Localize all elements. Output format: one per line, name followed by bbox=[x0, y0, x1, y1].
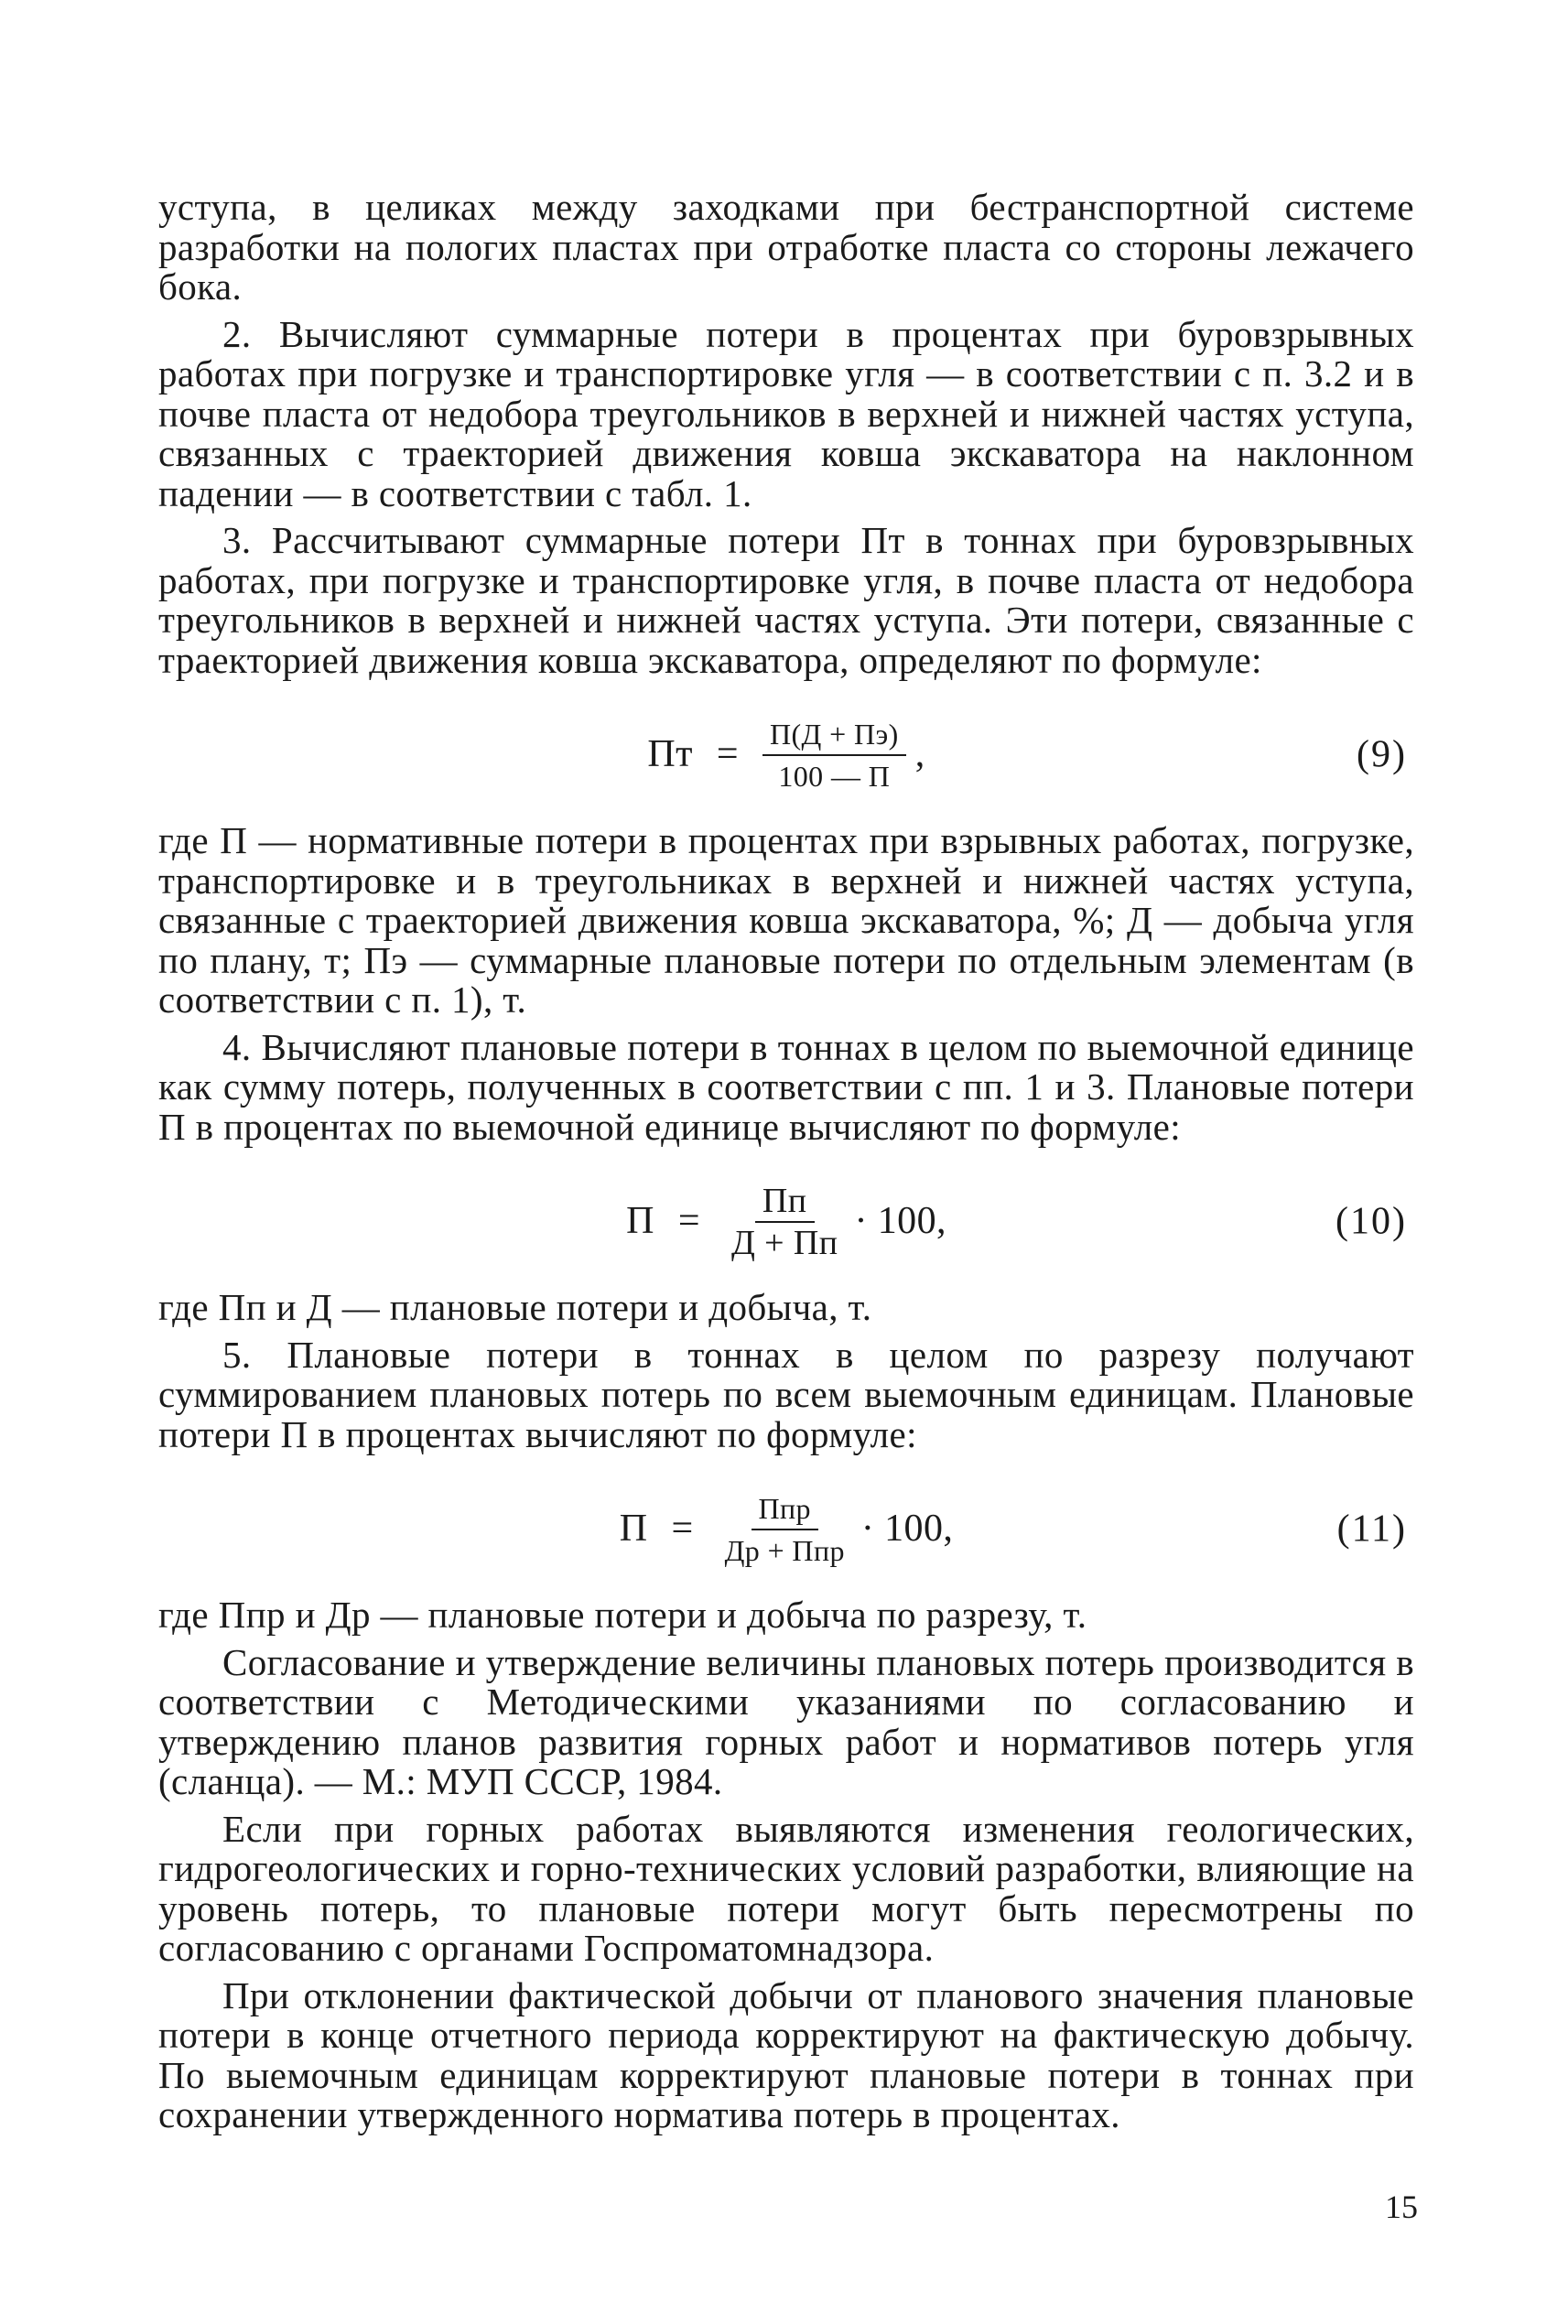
formula-9-equals: = bbox=[716, 733, 739, 776]
formula-11 bbox=[158, 1480, 1414, 1579]
formula-9-body bbox=[158, 706, 1414, 805]
formula-9-denominator: 100 — П bbox=[778, 760, 891, 793]
formula-9-number: (9) bbox=[1357, 733, 1407, 776]
formula-10-numerator: Пп bbox=[755, 1184, 815, 1223]
formula-10-fraction bbox=[724, 1184, 846, 1260]
paragraph-changes: Если при горных работах выявляются изменения геологических, гидрогеологических и горно-технических условий разработки, влияющие на уровень потерь, то плановые потери могут быть пересмотрены по согласованию с органами Госпроматомнадзора. bbox=[158, 1807, 1414, 1969]
formula-11-denominator: Др + Ппр bbox=[724, 1534, 845, 1567]
paragraph-where-11: где Ппр и Др — плановые потери и добыча по разрезу, т. bbox=[158, 1594, 1087, 1636]
formula-10-body bbox=[158, 1173, 1414, 1271]
formula-9-numerator: П(Д + Пэ) bbox=[762, 717, 906, 756]
formula-9 bbox=[158, 706, 1414, 805]
paragraph-where-10: где Пп и Д — плановые потери и добыча, т. bbox=[158, 1286, 872, 1328]
formula-11-fraction bbox=[718, 1491, 852, 1568]
formula-11-number: (11) bbox=[1336, 1508, 1407, 1551]
paragraph-item-5: 5. Плановые потери в тоннах в целом по разрезу получают суммированием плановых потерь по всем выемочным единицам. Плановые потери П в процентах вычисляют по формуле: bbox=[158, 1333, 1414, 1455]
formula-11-numerator: Ппр bbox=[752, 1491, 818, 1530]
formula-10-tail: · 100, bbox=[854, 1200, 946, 1243]
page-number: 15 bbox=[1385, 2189, 1418, 2225]
paragraph-agreement: Согласование и утверждение величины плановых потерь производится в соответствии с Методическими указаниями по согласованию и утверждению планов развития горных работ и нормативов потерь угля (сланца). — М.: МУП СССР, 1984. bbox=[158, 1640, 1414, 1802]
formula-10-denominator: Д + Пп bbox=[730, 1224, 838, 1262]
formula-10-equals: = bbox=[677, 1200, 700, 1243]
formula-11-tail: · 100, bbox=[860, 1508, 954, 1551]
formula-11-lhs: П bbox=[619, 1508, 648, 1551]
document-page bbox=[158, 188, 1414, 2135]
paragraph-where-9: где П — нормативные потери в процентах при взрывных работах, погрузке, транспортировке и в треугольниках в верхней и нижней частях уступа, связанные с траекторией движения ковша экскаватора, %; Д — добыча угля по плану, т; Пэ — суммарные плановые потери по отдельным элементам (в соответствии с п. 1), т. bbox=[158, 819, 1414, 1021]
formula-9-lhs: Пт bbox=[647, 733, 693, 776]
paragraph-item-4: 4. Вычисляют плановые потери в тоннах в целом по выемочной единице как сумму потерь, полученных в соответствии с пп. 1 и 3. Плановые потери П в процентах по выемочной единице вычисляют по формуле: bbox=[158, 1025, 1414, 1148]
formula-11-body bbox=[158, 1480, 1414, 1579]
paragraph-item-2: 2. Вычисляют суммарные потери в процентах при буровзрывных работах при погрузке и транспортировке угля — в соответствии с п. 3.2 и в почве пласта от недобора треугольников в верхней и нижней частях уступа, связанных с траекторией движения ковша экскаватора на наклонном падении — в соответствии с табл. 1. bbox=[158, 312, 1414, 514]
paragraph-deviation: При отклонении фактической добычи от планового значения плановые потери в конце отчетного периода корректируют на фактическую добычу. По выемочным единицам корректируют плановые потери в тоннах при сохранении утвержденного норматива потерь в процентах. bbox=[158, 1973, 1414, 2135]
paragraph-intro: уступа, в целиках между заходками при бестранспортной системе разработки на пологих пластах при отработке пласта со стороны лежачего бока. bbox=[158, 186, 1414, 308]
formula-10-lhs: П bbox=[626, 1200, 654, 1243]
formula-10 bbox=[158, 1173, 1414, 1271]
paragraph-item-3: 3. Рассчитывают суммарные потери Пт в тоннах при буровзрывных работах, при погрузке и транспортировке угля, в почве пласта от недобора треугольников в верхней и нижней частях уступа. Эти потери, связанные с траекторией движения ковша экскаватора, определяют по формуле: bbox=[158, 519, 1414, 681]
formula-10-number: (10) bbox=[1336, 1200, 1407, 1243]
formula-9-tail: , bbox=[914, 733, 925, 776]
formula-9-fraction bbox=[762, 717, 906, 794]
formula-11-equals: = bbox=[671, 1508, 694, 1551]
